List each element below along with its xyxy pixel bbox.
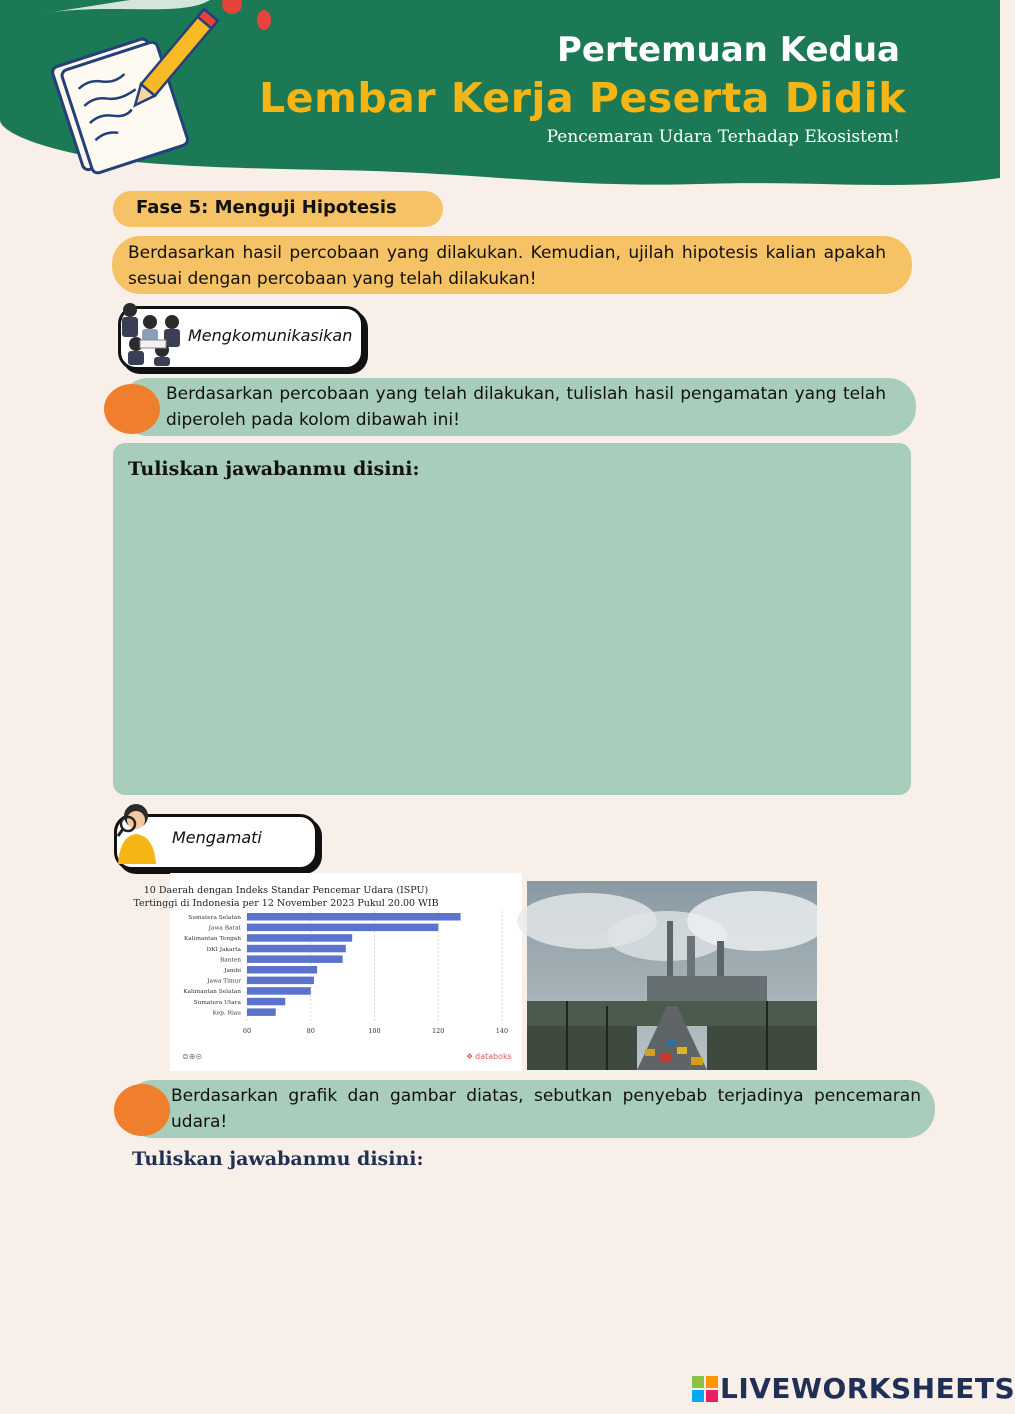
category-label: Kalimantan Selatan	[183, 989, 241, 996]
category-label: Jambi	[224, 968, 241, 974]
magnifier-person-icon	[110, 800, 166, 866]
meeting-people-icon	[116, 300, 186, 366]
header-topic: Pencemaran Udara Terhadap Ekosistem!	[546, 127, 900, 147]
license-icons: ⊜⊕⊝	[182, 1052, 203, 1061]
category-label: Banten	[220, 957, 241, 964]
answer-area-communicate[interactable]	[113, 443, 911, 795]
bullet-dot	[104, 384, 160, 434]
category-label: Jawa Barat	[208, 925, 241, 932]
x-tick-label: 120	[432, 1027, 445, 1035]
category-label: Sumatera Utara	[193, 999, 241, 1006]
bar-sumatera-selatan	[247, 913, 461, 921]
bar-jawa-barat	[247, 924, 438, 932]
observe-tag-label: Mengamati	[172, 828, 262, 847]
source-logo-icon: ❖	[466, 1052, 474, 1061]
x-tick-label: 140	[495, 1027, 509, 1035]
factory-pollution-photo	[527, 881, 817, 1070]
footer-brand: LIVEWORKSHEETS	[720, 1372, 1015, 1405]
chart-source: databoks	[475, 1052, 512, 1061]
ispu-bar-chart	[133, 873, 522, 1071]
category-label: Kep. Riau	[212, 1010, 241, 1017]
phase-instruction-text: Berdasarkan hasil percobaan yang dilakukan. Kemudian, ujilah hipotesis kalian apakah sesuai dengan percobaan yang telah dilakukan!	[128, 243, 886, 289]
page-title: Lembar Kerja Peserta Didik	[259, 74, 906, 122]
notebook-pencil-icon	[42, 14, 202, 164]
answer-area-observe[interactable]	[120, 1180, 920, 1350]
liveworksheets-logo-icon	[692, 1376, 718, 1402]
chart-title-line1: 10 Daerah dengan Indeks Standar Pencemar Udara (ISPU)	[143, 885, 429, 896]
bar-dki-jakarta	[247, 945, 346, 953]
header-subtitle: Pertemuan Kedua	[557, 30, 900, 70]
bar-kalimantan-tengah	[247, 934, 352, 942]
observe-question-text: Berdasarkan grafik dan gambar diatas, sebutkan penyebab terjadinya pencemaran udara!	[171, 1086, 921, 1132]
communicate-question-text: Berdasarkan percobaan yang telah dilakukan, tulislah hasil pengamatan yang telah diperoleh pada kolom dibawah ini!	[166, 384, 886, 430]
answer-label-observe: Tuliskan jawabanmu disini:	[132, 1148, 424, 1170]
x-tick-label: 100	[368, 1027, 381, 1035]
bar-sumatera-utara	[247, 998, 285, 1006]
category-label: Sumatera Selatan	[188, 915, 241, 921]
x-tick-label: 60	[242, 1027, 252, 1035]
ispu-chart-card	[133, 873, 522, 1071]
x-tick-label: 80	[306, 1027, 315, 1035]
category-label: Kalimantan Tengah	[183, 936, 241, 943]
bar-kep-riau	[247, 1008, 276, 1016]
bar-jawa-timur	[247, 977, 314, 985]
communicate-tag-label: Mengkomunikasikan	[188, 326, 353, 345]
phase-title: Fase 5: Menguji Hipotesis	[136, 197, 397, 218]
bar-jambi	[247, 966, 317, 974]
category-label: Jawa Timur	[207, 978, 241, 985]
bar-kalimantan-selatan	[247, 987, 311, 995]
bullet-dot	[114, 1084, 170, 1136]
chart-title-line2: Tertinggi di Indonesia per 12 November 2023 Pukul 20.00 WIB	[133, 898, 439, 909]
answer-label-communicate: Tuliskan jawabanmu disini:	[128, 458, 420, 480]
category-label: DKI Jakarta	[206, 946, 241, 953]
bar-banten	[247, 955, 343, 963]
